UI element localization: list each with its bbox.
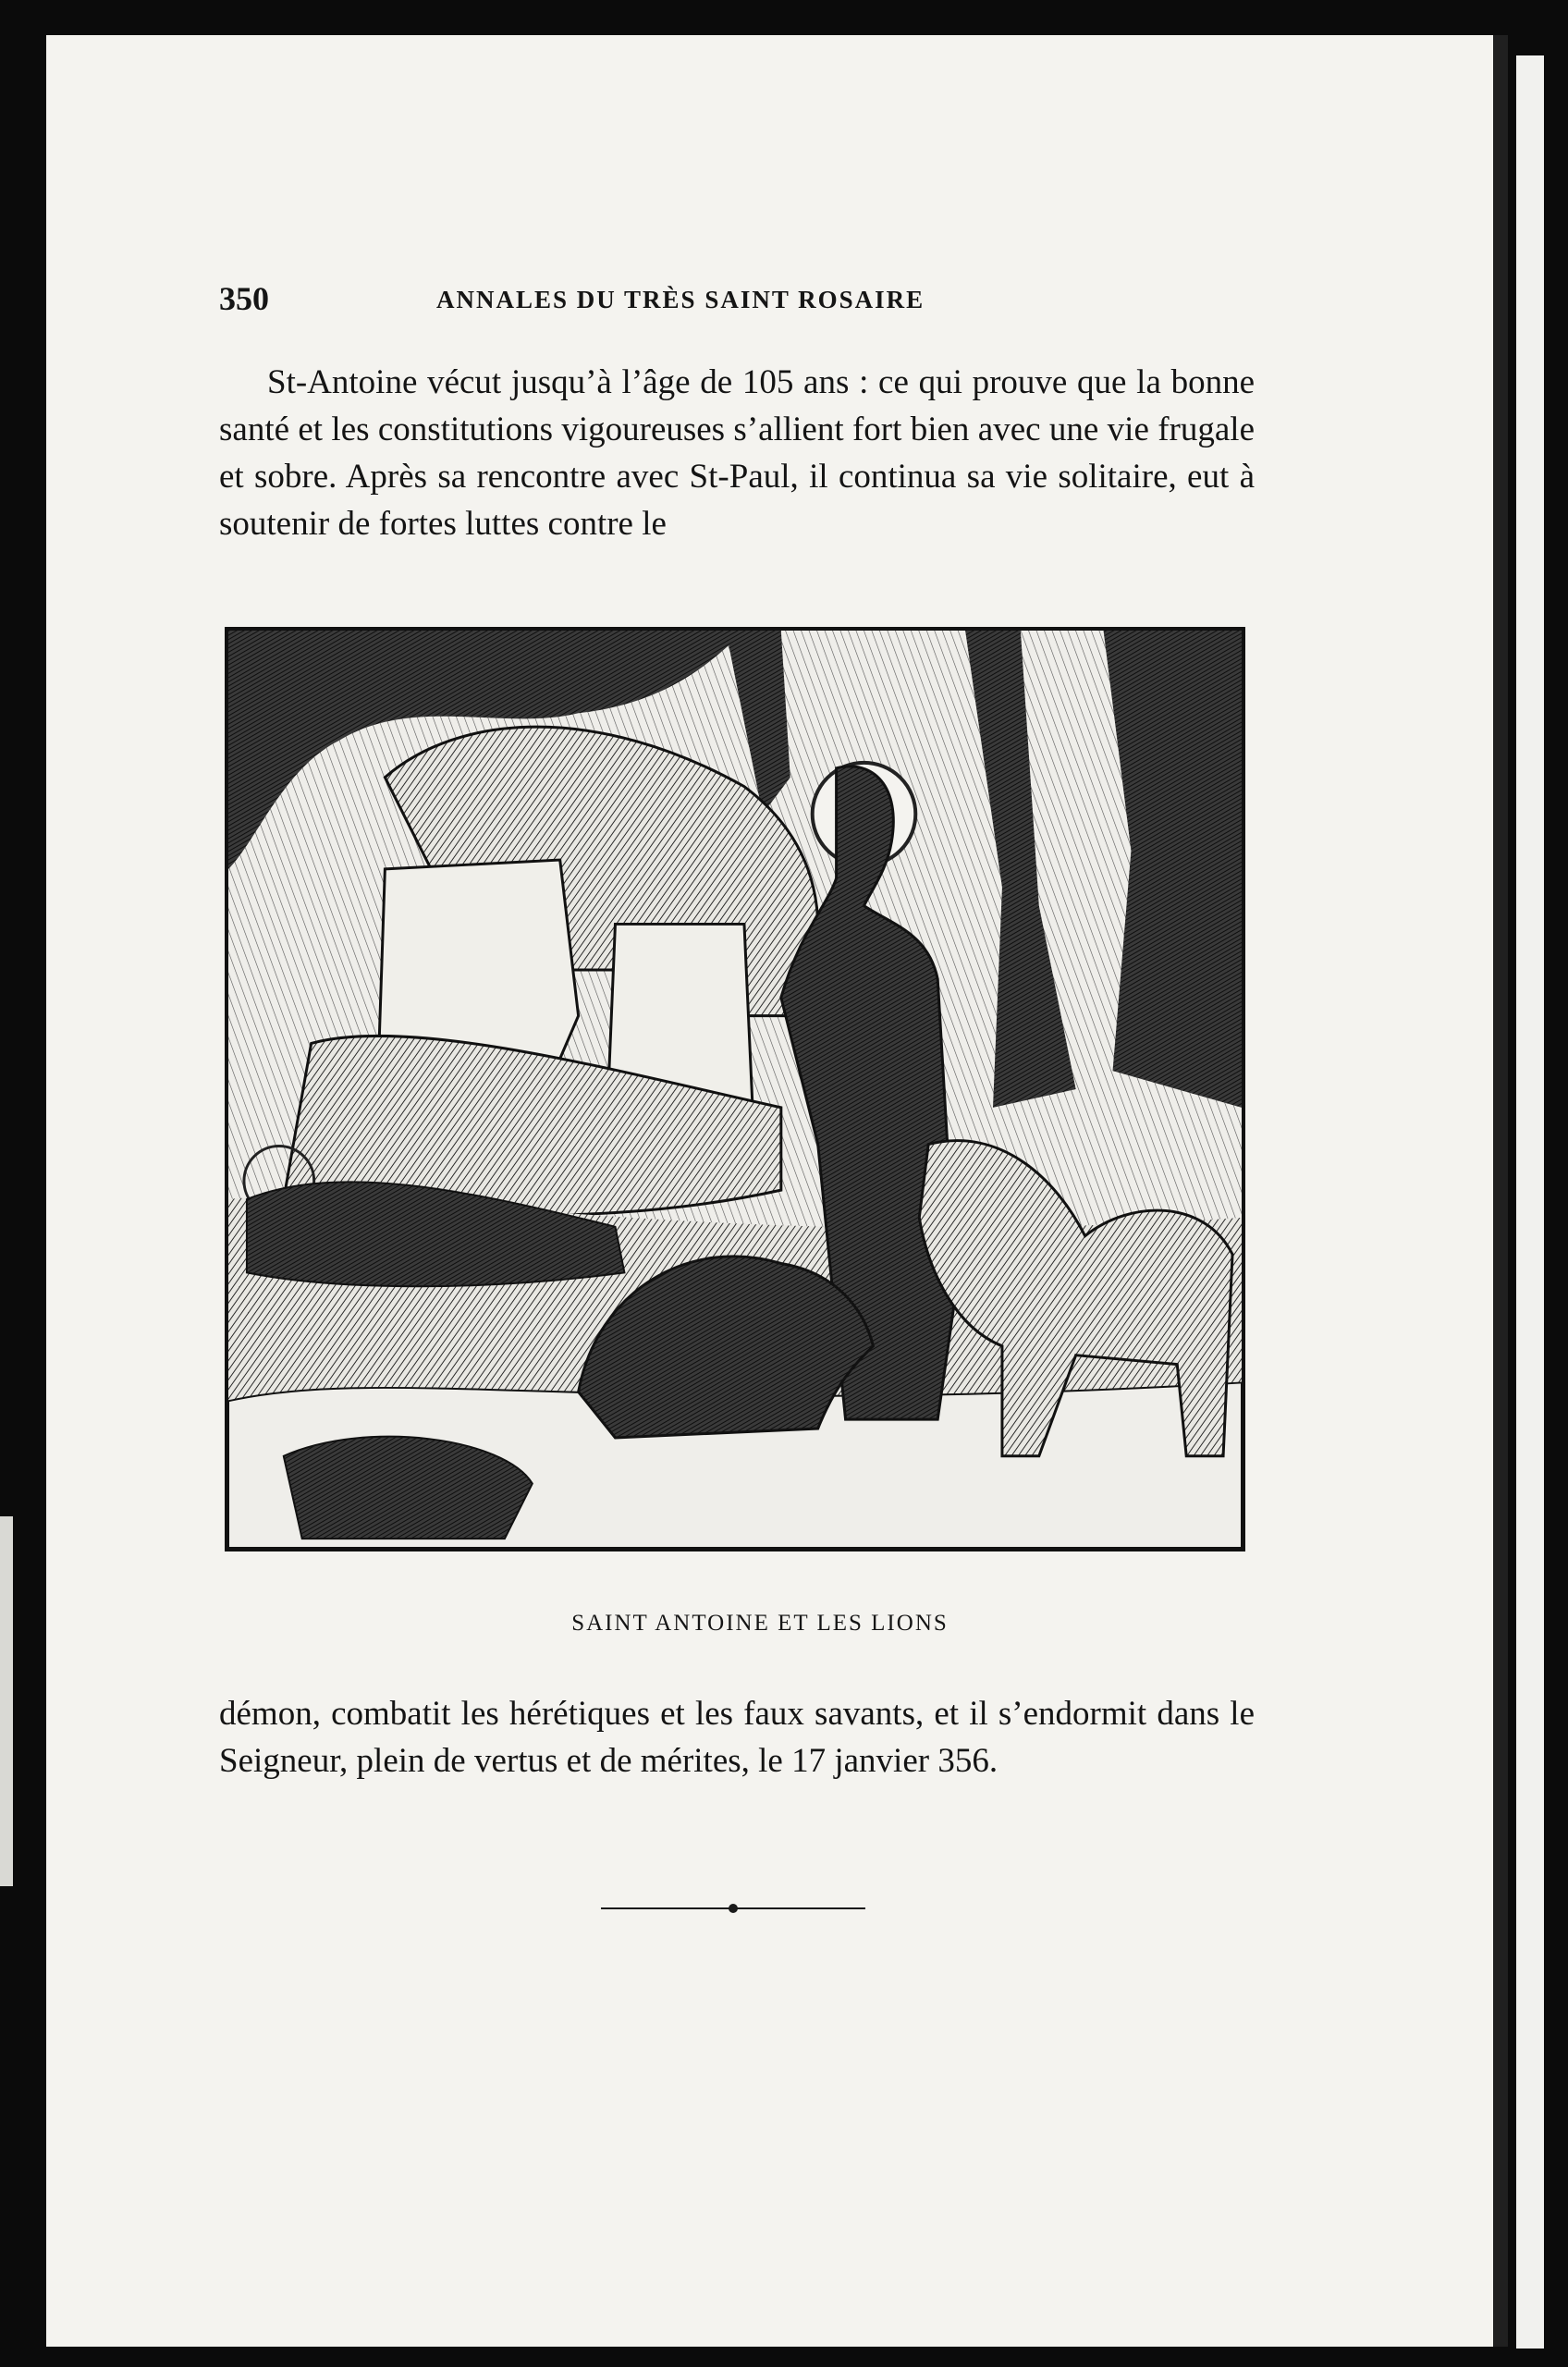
illustration-caption: SAINT ANTOINE ET LES LIONS [571, 1611, 949, 1636]
page-number: 350 [219, 280, 269, 317]
paragraph-text: démon, combatit les hérétiques et les faux savants, et il s’endormit dans le Seigneur, plein de vertus et de mérites, le 17 janvier 356. [219, 1695, 1255, 1780]
paragraph-text: St-Antoine vécut jusqu’à l’âge de 105 ans : ce qui prouve que la bonne santé et les constitutions vigoureuses s’allient fort bien avec une vie frugale et sobre. Après sa rencontre avec St-Paul, il continua sa vie solitaire, eut à soutenir de fortes luttes contre le [219, 363, 1255, 543]
running-head [219, 279, 1301, 325]
section-divider-ornament [601, 1899, 865, 1918]
previous-page-edge [0, 1516, 13, 1886]
engraving-illustration [225, 627, 1245, 1551]
running-title: ANNALES DU TRÈS SAINT ROSAIRE [436, 286, 925, 313]
paragraph-before-illustration [219, 359, 1255, 547]
engraving-svg [228, 631, 1242, 1548]
paragraph-after-illustration [219, 1690, 1255, 1784]
facing-page-edge [1516, 55, 1544, 2349]
page-gutter-shadow [1493, 35, 1508, 2347]
